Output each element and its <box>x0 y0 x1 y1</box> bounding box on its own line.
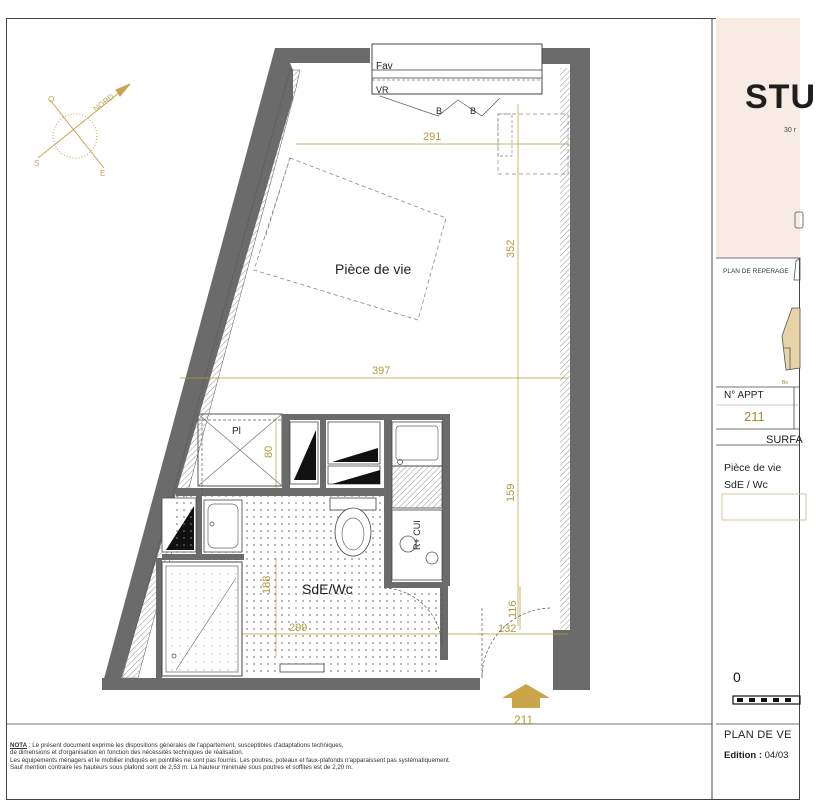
window-fav-label: Fav <box>376 61 393 72</box>
window-sash-label-2: B <box>470 106 477 116</box>
compass-north-label: NORD <box>91 91 116 114</box>
entry-arrow-icon <box>502 684 550 708</box>
note-line-1: NOTA : Le présent document exprime les dispositions générales de l'appartement, susceptibles d'adaptations techniques, <box>10 742 344 749</box>
towel-rail <box>280 664 324 672</box>
plan-reperage-label: PLAN DE REPERAGE <box>723 268 789 275</box>
nota-label: NOTA <box>10 742 28 749</box>
brand-address: 30 r <box>784 127 797 134</box>
plan-title: PLAN DE VE <box>724 729 792 741</box>
legal-notes <box>10 742 570 772</box>
scale-zero-label: 0 <box>733 669 741 685</box>
bathtub <box>162 562 242 676</box>
scale-bar <box>733 696 800 704</box>
edition-line <box>724 750 788 761</box>
surface-label: SURFA <box>766 434 803 446</box>
site-plan-caption: Bo <box>782 380 789 386</box>
note-line-4: Sauf mention contraire les hauteurs sous plafond sont de 2,53 m. La hauteur minimale sous poutres et soffites est de 2,20 m. <box>10 764 353 772</box>
window <box>372 44 542 94</box>
dimension-closet-depth: 80 <box>263 445 275 458</box>
bed-outline <box>254 158 446 320</box>
surface-row-bath: SdE / Wc <box>724 479 768 491</box>
floor-plan <box>0 18 710 727</box>
edition-value: 04/03 <box>764 750 789 761</box>
room-label-closet: Pl <box>232 426 241 437</box>
room-label-bath: SdE/Wc <box>302 581 353 597</box>
appt-number-label: N° APPT <box>724 390 764 401</box>
edition-label: Edition : <box>724 750 762 761</box>
surface-row-living: Pièce de vie <box>724 462 782 474</box>
cooking-label: R+ CUI <box>412 520 422 550</box>
compass-e-label: E <box>100 169 106 178</box>
compass-s-label: S <box>34 159 40 168</box>
dimension-width-top: 291 <box>423 131 442 143</box>
dimension-width-mid: 397 <box>372 365 391 377</box>
note-line-3: Les équipements ménagers et le mobilier indiqués en pointillés ne sont pas fournis. Les poutres, poteaux et faux-plafonds n'apparaissent pas systématiquement. <box>10 756 451 764</box>
brand-panel-background <box>716 18 800 258</box>
entry-number-label: 211 <box>514 713 534 727</box>
note-line-2: de dimensions et d'organisation en fonction des nécessités techniques de réalisation. <box>10 749 244 757</box>
washbasin <box>204 500 242 552</box>
dimension-entry-width: 132 <box>498 623 517 635</box>
window-vr-label: VR <box>376 85 389 95</box>
dimension-height-living: 352 <box>505 239 517 258</box>
dimension-height-mid: 159 <box>505 483 517 502</box>
dimension-entry-height: 116 <box>507 600 519 618</box>
appt-number-value: 211 <box>744 409 765 424</box>
brand-logo: STU <box>745 78 816 116</box>
window-sash-label-1: B <box>436 106 443 116</box>
room-label-living: Pièce de vie <box>335 261 412 277</box>
compass-o-label: O <box>48 95 55 104</box>
kitchenette <box>392 422 442 580</box>
